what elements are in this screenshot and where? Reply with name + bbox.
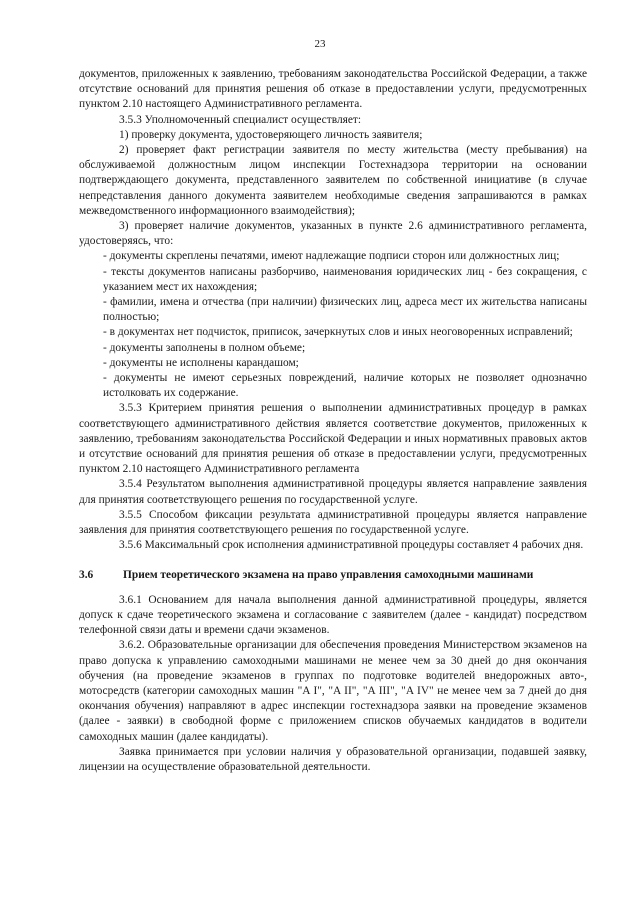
paragraph-continuation: документов, приложенных к заявлению, требованиям законодательства Российской Федерации, а также отсутствие оснований для принятия решения об отказе в предоставлении услуги, предусмотренных пунктом 2.10 настоящего Административного регламента. bbox=[79, 68, 587, 111]
section-number: 3.6 bbox=[79, 568, 94, 581]
bullet-item-complete: - документы заполнены в полном объеме; bbox=[103, 341, 306, 354]
document-body bbox=[79, 67, 587, 775]
bullet-item-seals: - документы скреплены печатями, имеют надлежащие подписи сторон или должностных лиц; bbox=[103, 250, 560, 263]
list-item-1: 1) проверку документа, удостоверяющего личность заявителя; bbox=[119, 128, 423, 141]
paragraph-application-acceptance: Заявка принимается при условии наличия у образовательной организации, подавшей заявку, лицензии на осуществление образовательной деятельности. bbox=[79, 745, 587, 773]
paragraph-3-5-6: 3.5.6 Максимальный срок исполнения административной процедуры составляет 4 рабочих дня. bbox=[119, 539, 584, 552]
paragraph-3-5-3-intro: 3.5.3 Уполномоченный специалист осуществляет: bbox=[119, 113, 362, 126]
paragraph-3-6-2: 3.6.2. Образовательные организации для обеспечения проведения Министерством экзаменов на право допуска к управлению самоходными машинами не менее чем за 30 дней до дня окончания обучения (на проведение экзаменов в группах по подготовке водителей внедорожных авто-, мотосредств (категории самоходных машин "A I", "A II", "A III", "A IV" не менее чем за 7 дней до дня окончания обучения) направляют в адрес инспекции гостехнадзора заявки на проведение экзаменов (далее - заявки) в свободной форме с приложением списков обучаемых кандидатов в водители самоходных машин (далее кандидаты). bbox=[79, 639, 587, 743]
paragraph-3-5-5: 3.5.5 Способом фиксации результата административной процедуры является направление заявления для принятия соответствующего решения по государственной услуге. bbox=[79, 508, 587, 537]
paragraph-3-5-3-criterion: 3.5.3 Критерием принятия решения о выполнении административных процедур в рамках соответствующего административного действия является соответствие документов, приложенных к заявлению, требованиям законодательства Российской Федерации и иных нормативных правовых актов и отсутствие оснований для принятия решения об отказе в предоставлении услуги, предусмотренных пунктом 2.10 настоящего Административного регламента bbox=[79, 402, 587, 476]
page-number: 23 bbox=[314, 38, 326, 50]
section-heading bbox=[79, 568, 587, 583]
list-item-3: 3) проверяет наличие документов, указанных в пункте 2.6 административного регламента, удостоверяясь, что: bbox=[79, 220, 587, 248]
bullet-item-corrections: - в документах нет подчисток, приписок, зачеркнутых слов и иных неоговоренных исправлений; bbox=[103, 326, 573, 339]
paragraph-3-5-4: 3.5.4 Результатом выполнения административной процедуры является направление заявления для принятия соответствующего решения по государственной услуге. bbox=[79, 478, 587, 506]
bullet-item-pencil: - документы не исполнены карандашом; bbox=[103, 356, 299, 369]
bullet-item-legibility: - тексты документов написаны разборчиво, наименования юридических лиц - без сокращения, с указанием мест их нахождения; bbox=[103, 265, 587, 293]
paragraph-3-6-1: 3.6.1 Основанием для начала выполнения данной административной процедуры, является допуск к сдаче теоретического экзамена и согласование с заявителем (далее - кандидат) посредством телефонной связи даты и времени сдачи экзаменов. bbox=[79, 593, 587, 637]
list-item-2: 2) проверяет факт регистрации заявителя по месту жительства (месту пребывания) на обслуживаемой должностным лицом инспекции Гостехнадзора территории на основании подтверждающего документа, представленного заявителем по собственной инициативе (в случае непредставления данного документа заявителем необходимые сведения запрашиваются в рамках межведомственного информационного взаимодействия); bbox=[79, 144, 587, 217]
bullet-item-names: - фамилии, имена и отчества (при наличии) физических лиц, адреса мест их жительства написаны полностью; bbox=[103, 296, 587, 324]
section-title: Прием теоретического экзамена на право управления самоходными машинами bbox=[123, 568, 534, 581]
bullet-item-damage: - документы не имеют серьезных повреждений, наличие которых не позволяет однозначно истолковать их содержание. bbox=[103, 372, 587, 400]
